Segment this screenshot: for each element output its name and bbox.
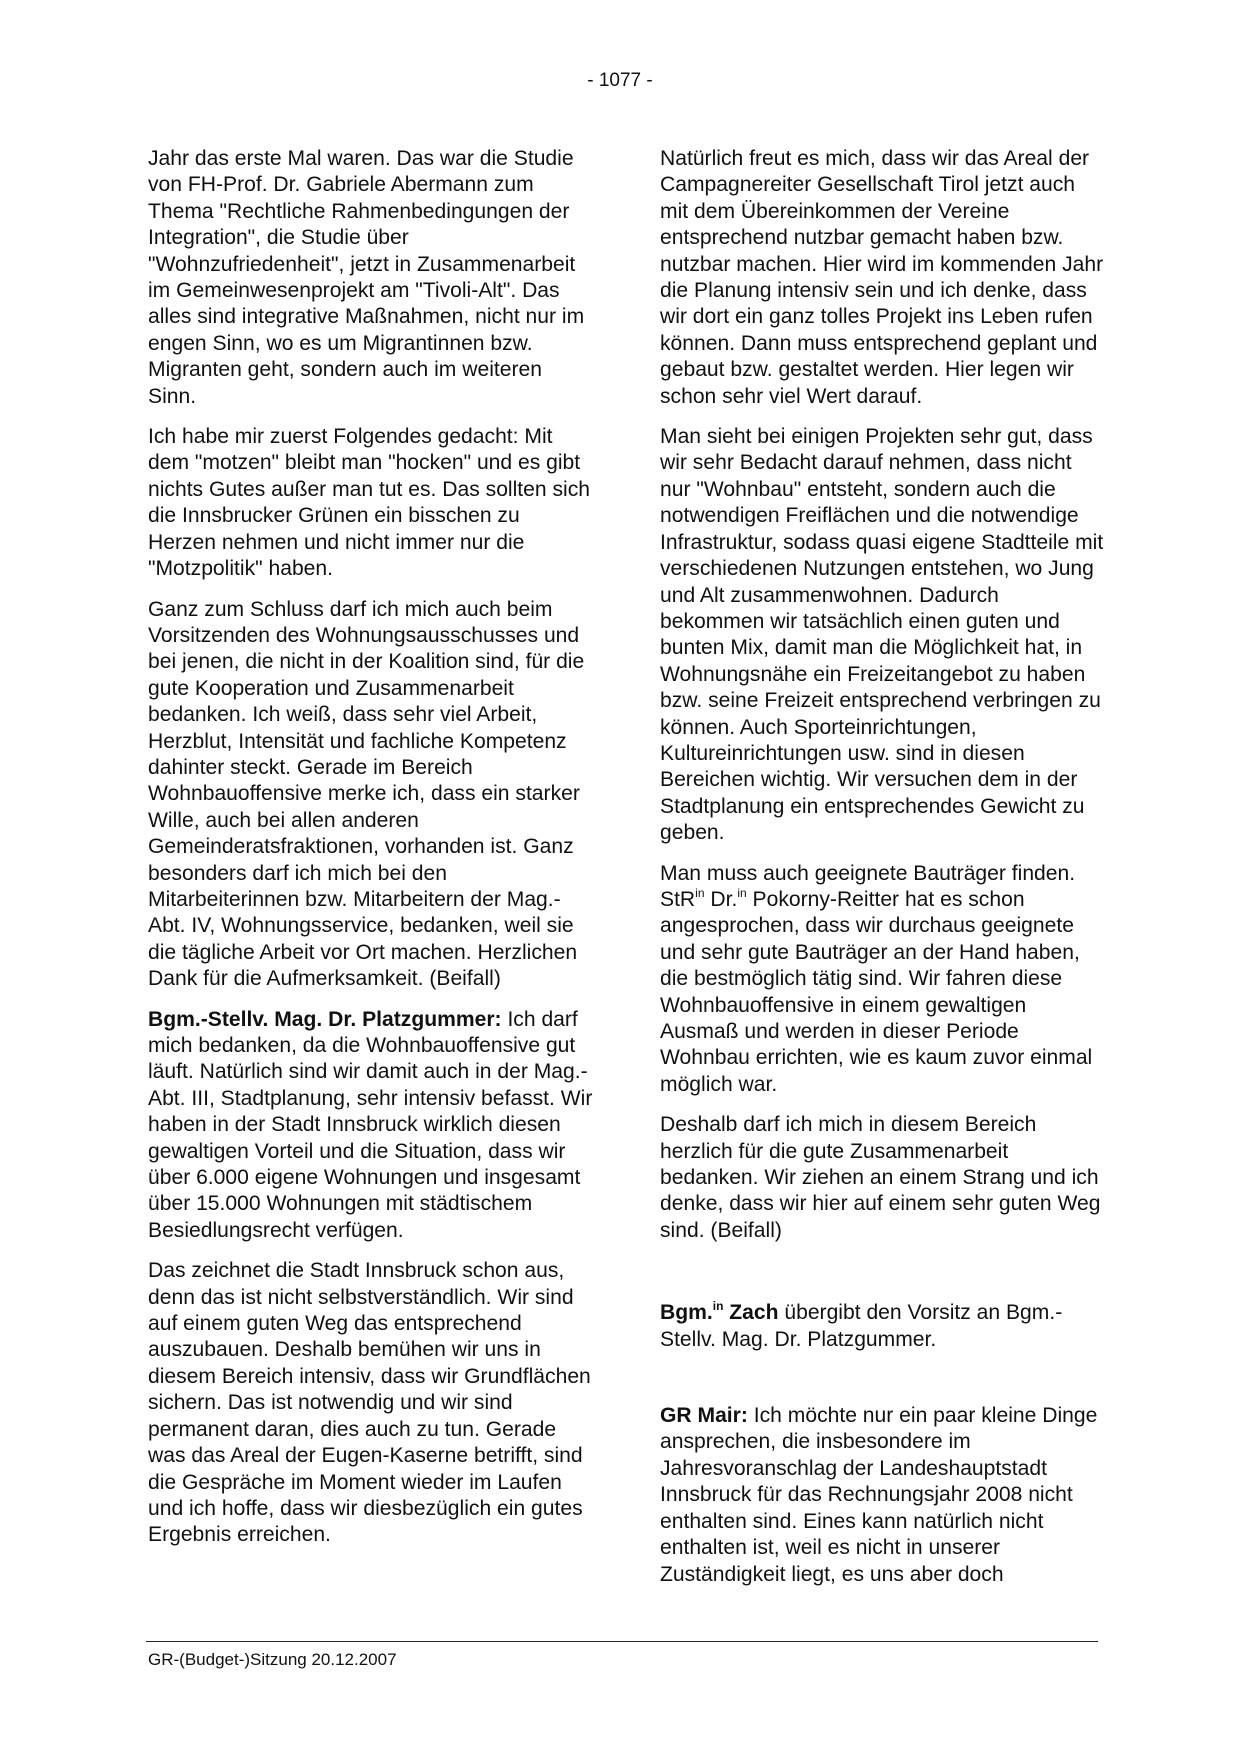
text-run: Pokorny-Reitter hat es schon angesprochen, dass wir durchaus geeignete und sehr gute Bauträger an der Hand haben, die bestmöglich tätig sind. Wir fahren diese Wohnbauoffensive in einem gewaltigen Ausmaß und werden in dieser Periode Wohnbau errichten, wie es kaum zuvor einmal möglich war. (660, 887, 1093, 1096)
chair-handover-note (660, 1300, 1105, 1353)
superscript: in (737, 885, 747, 900)
text-run: Man muss auch geeignete Bauträger finden. StR (660, 861, 1076, 911)
paragraph (660, 861, 1105, 1099)
speech-paragraph (148, 1007, 593, 1245)
paragraph: Ich habe mir zuerst Folgendes gedacht: Mit dem "motzen" bleibt man "hocken" und es gibt nichts Gutes außer man tut es. Das sollten sich die Innsbrucker Grünen ein bisschen zu Herzen nehmen und nicht immer nur die "Motzpolitik" haben. (148, 425, 590, 581)
paragraph: Natürlich freut es mich, dass wir das Areal der Campagnereiter Gesellschaft Tirol jetzt auch mit dem Übereinkommen der Vereine entsprechend nutzbar gemacht haben bzw. nutzbar machen. Hier wird im kommenden Jahr die Planung intensiv sein und ich denke, dass wir dort ein ganz tolles Projekt ins Leben rufen können. Dann muss entsprechend geplant und gebaut bzw. gestaltet werden. Hier legen wir schon sehr viel Wert darauf. (660, 147, 1104, 408)
paragraph: Deshalb darf ich mich in diesem Bereich herzlich für die gute Zusammenarbeit bedanken. Wir ziehen an einem Strang und ich denke, dass wir hier auf einem sehr guten Weg sind. (Beifall) (660, 1113, 1101, 1242)
footer-text: GR-(Budget-)Sitzung 20.12.2007 (148, 1650, 397, 1669)
page-number: - 1077 - (587, 70, 653, 91)
text-run: Dr. (704, 887, 738, 911)
speaker-name: Bgm.-Stellv. Mag. Dr. Platzgummer: (148, 1007, 502, 1031)
footer-divider (146, 1641, 1098, 1642)
paragraph: Ganz zum Schluss darf ich mich auch beim Vorsitzenden des Wohnungsausschusses und bei jenen, die nicht in der Koalition sind, für die gute Kooperation und Zusammenarbeit bedanken. Ich weiß, dass sehr viel Arbeit, Herzblut, Intensität und fachliche Kompetenz dahinter steckt. Gerade im Bereich Wohnbauoffensive merke ich, dass ein starker Wille, auch bei allen anderen Gemeinderatsfraktionen, vorhanden ist. Ganz besonders darf ich mich bei den Mitarbeiterinnen bzw. Mitarbeitern der Mag.-Abt. IV, Wohnungsservice, bedanken, weil sie die tägliche Arbeit vor Ort machen. Herzlichen Dank für die Aufmerksamkeit. (Beifall) (148, 597, 585, 991)
paragraph: Das zeichnet die Stadt Innsbruck schon aus, denn das ist nicht selbstverständlich. Wir sind auf einem guten Weg das entsprechend auszubauen. Deshalb bemühen wir uns in diesem Bereich intensiv, dass wir Grundflächen sichern. Das ist notwendig und wir sind permanent daran, dies auch zu tun. Gerade was das Areal der Eugen-Kaserne betrifft, sind die Gespräche im Moment wieder im Laufen und ich hoffe, dass wir diesbezüglich ein gutes Ergebnis erreichen. (148, 1259, 591, 1547)
superscript: in (712, 1299, 724, 1314)
speech-text: Ich möchte nur ein paar kleine Dinge ansprechen, die insbesondere im Jahresvoranschlag der Landeshauptstadt Innsbruck für das Rechnungsjahr 2008 nicht enthalten sind. Eines kann natürlich nicht enthalten ist, weil es nicht in unserer Zuständigkeit liegt, es uns aber doch (660, 1404, 1098, 1586)
speaker-name: GR Mair: (660, 1404, 748, 1428)
speech-text: Ich darf mich bedanken, da die Wohnbauoffensive gut läuft. Natürlich sind wir damit auch in der Mag.-Abt. III, Stadtplanung, sehr intensiv befasst. Wir haben in der Stadt Innsbruck wirklich diesen gewaltigen Vorteil und die Situation, dass wir über 6.000 eigene Wohnungen und insgesamt über 15.000 Wohnungen mit städtischem Besiedlungsrecht verfügen. (148, 1007, 593, 1242)
speaker-name (660, 1301, 779, 1324)
right-column (660, 146, 1105, 1602)
superscript: in (695, 885, 705, 900)
paragraph: Man sieht bei einigen Projekten sehr gut, dass wir sehr Bedacht darauf nehmen, dass nicht nur "Wohnbau" entsteht, sondern auch die notwendigen Freiflächen und die notwendige Infrastruktur, sodass quasi eigene Stadtteile mit verschiedenen Nutzungen entstehen, wo Jung und Alt zusammenwohnen. Dadurch bekommen wir tatsächlich einen guten und bunten Mix, damit man die Möglichkeit hat, in Wohnungsnähe ein Freizeitangebot zu haben bzw. seine Freizeit entsprechend verbringen zu können. Auch Sporteinrichtungen, Kultureinrichtungen usw. sind in diesen Bereichen wichtig. Wir versuchen dem in der Stadtplanung ein entsprechendes Gewicht zu geben. (660, 425, 1104, 845)
paragraph: Jahr das erste Mal waren. Das war die Studie von FH-Prof. Dr. Gabriele Abermann zum Thema "Rechtliche Rahmenbedingungen der Integration", die Studie über "Wohnzufriedenheit", jetzt in Zusammenarbeit im Gemeinwesenprojekt am "Tivoli-Alt". Das alles sind integrative Maßnahmen, nicht nur im engen Sinn, wo es um Migrantinnen bzw. Migranten geht, sondern auch im weiteren Sinn. (148, 147, 585, 408)
speech-text: übergibt den Vorsitz an Bgm.-Stellv. Mag. Dr. Platzgummer. (660, 1301, 1063, 1351)
text-run: Bgm. (660, 1301, 713, 1325)
left-column (148, 146, 593, 1563)
text-run: Zach (723, 1301, 779, 1325)
speech-paragraph (660, 1403, 1105, 1588)
